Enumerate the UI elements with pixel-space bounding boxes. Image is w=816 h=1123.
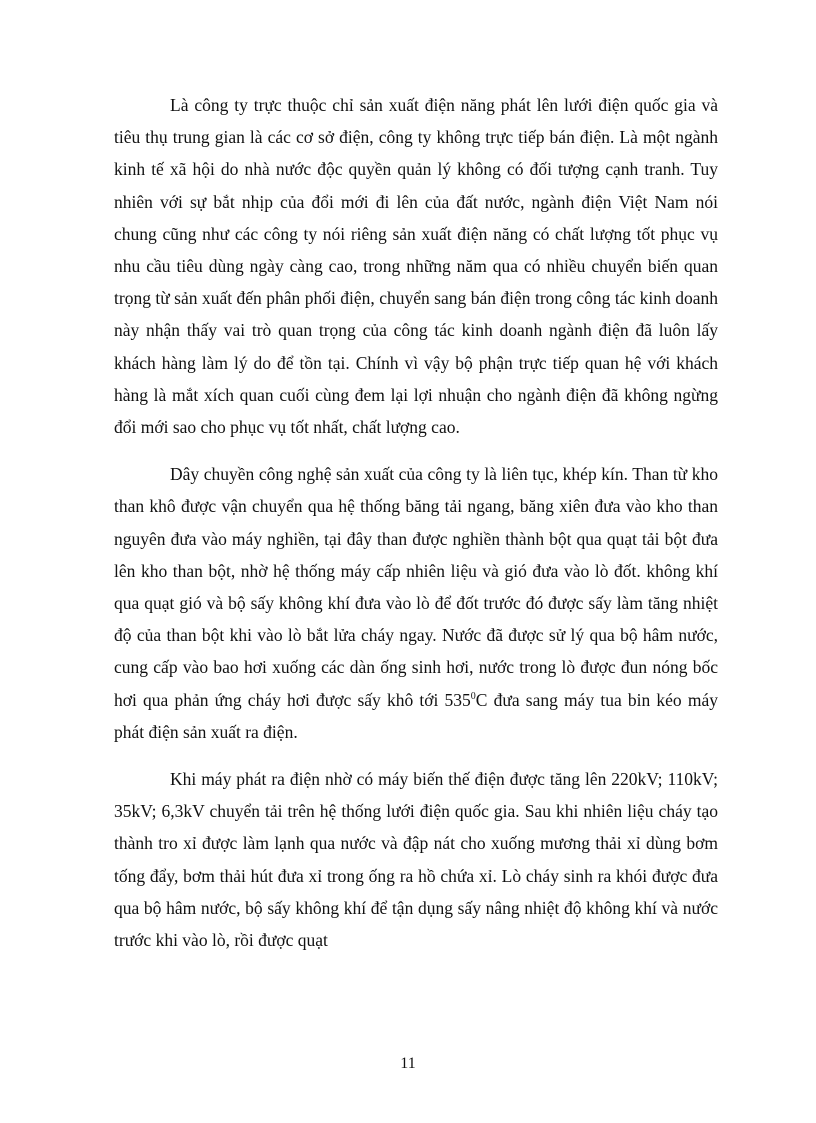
page-number: 11 bbox=[400, 1055, 416, 1072]
paragraph-text: Dây chuyền công nghệ sản xuất của công ty là liên tục, khép kín. Than từ kho than khô được vận chuyển qua hệ thống băng tải ngang, băng xiên đưa vào kho than nguyên đưa vào máy nghiền, tại đây than được nghiền thành bột qua quạt tải bột đưa lên kho than bột, nhờ hệ thống máy cấp nhiên liệu và gió đưa vào lò đốt. không khí qua quạt gió và bộ sấy không khí đưa vào lò để đốt trước đó được sấy làm tăng nhiệt độ của than bột khi vào lò bắt lửa cháy ngay. Nước đã được sử lý qua bộ hâm nước, cung cấp vào bao hơi xuống các dàn ống sinh hơi, nước trong lò được đun nóng bốc hơi qua phản ứng cháy hơi được sấy khô tới 535 bbox=[114, 464, 718, 710]
paragraph-company-overview: Là công ty trực thuộc chỉ sản xuất điện năng phát lên lưới điện quốc gia và tiêu thụ trung gian là các cơ sở điện, công ty không trực tiếp bán điện. Là một ngành kinh tế xã hội do nhà nước độc quyền quản lý không có đối tượng cạnh tranh. Tuy nhiên với sự bắt nhịp của đổi mới đi lên của đất nước, ngành điện Việt Nam nói chung cũng như các công ty nói riêng sản xuất điện năng có chất lượng tốt phục vụ nhu cầu tiêu dùng ngày càng cao, trong những năm qua có nhiều chuyển biến quan trọng từ sản xuất đến phân phối điện, chuyển sang bán điện trong công tác kinh doanh này nhận thấy vai trò quan trọng của công tác kinh doanh ngành điện đã luôn lấy khách hàng làm lý do để tồn tại. Chính vì vậy bộ phận trực tiếp quan hệ với khách hàng là mắt xích quan cuối cùng đem lại lợi nhuận cho ngành điện đã không ngừng đổi mới sao cho phục vụ tốt nhất, chất lượng cao. bbox=[114, 95, 718, 438]
paragraph-text: C đưa sang máy tua bin kéo máy phát điện sản xuất ra điện. bbox=[114, 689, 718, 742]
paragraph-production-process bbox=[114, 458, 718, 748]
degree-superscript: 0 bbox=[470, 690, 476, 702]
body-text bbox=[114, 89, 718, 956]
paragraph-power-transmission: Khi máy phát ra điện nhờ có máy biến thế điện được tăng lên 220kV; 110kV; 35kV; 6,3kV chuyển tải trên hệ thống lưới điện quốc gia. Sau khi nhiên liệu cháy tạo thành tro xỉ được làm lạnh qua nước và đập nát cho xuống mương thải xỉ dùng bơm tống đẩy, bơm thải hút đưa xỉ trong ống ra hồ chứa xỉ. Lò cháy sinh ra khói được đưa qua bộ hâm nước, bộ sấy không khí để tận dụng sấy nâng nhiệt độ không khí và nước trước khi vào lò, rồi được quạt bbox=[114, 769, 718, 951]
